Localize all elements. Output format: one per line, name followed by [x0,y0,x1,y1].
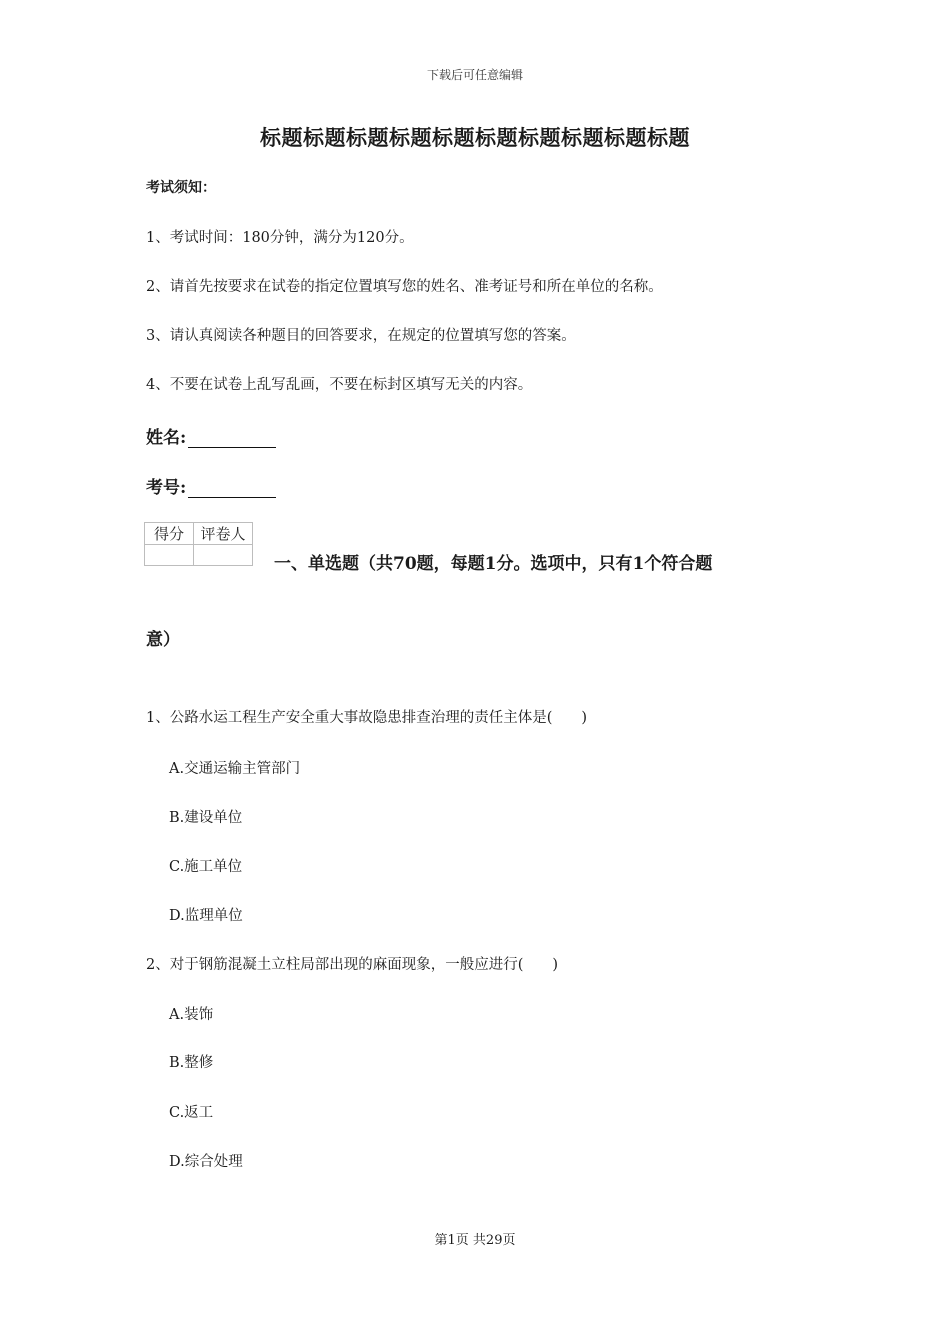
score-cell[interactable] [145,545,194,566]
exam-number-field [146,473,276,498]
notice-rule-3: 3、请认真阅读各种题目的回答要求，在规定的位置填写您的答案。 [146,328,576,344]
question-2-option-b[interactable]: B.整修 [169,1055,214,1071]
name-blank-line[interactable] [188,429,276,448]
question-1-option-b[interactable]: B.建设单位 [169,810,243,826]
name-label: 姓名: [146,428,187,448]
question-2: 2、对于钢筋混凝土立柱局部出现的麻面现象，一般应进行( ) [146,957,559,973]
question-1: 1、公路水运工程生产安全重大事故隐患排查治理的责任主体是( ) [146,710,588,726]
grader-header: 评卷人 [194,523,253,545]
document-title: 标题标题标题标题标题标题标题标题标题标题 [260,125,690,150]
section-heading: 一、单选题（共70题，每题1分。选项中，只有1个符合题 [274,554,713,574]
score-header: 得分 [145,523,194,545]
header-note: 下载后可任意编辑 [426,68,523,82]
page-footer: 第1页 共29页 [434,1233,516,1248]
name-field [146,423,276,448]
exam-notice-heading: 考试须知： [146,180,216,196]
notice-rule-4: 4、不要在试卷上乱写乱画，不要在标封区填写无关的内容。 [146,377,533,393]
question-1-option-d[interactable]: D.监理单位 [169,908,243,924]
question-1-option-a[interactable]: A.交通运输主管部门 [169,761,301,777]
exam-number-blank-line[interactable] [188,479,276,498]
notice-rule-2: 2、请首先按要求在试卷的指定位置填写您的姓名、准考证号和所在单位的名称。 [146,279,663,295]
grader-cell[interactable] [194,545,253,566]
question-2-option-d[interactable]: D.综合处理 [169,1154,243,1170]
score-table [144,522,253,566]
score-table-header-row [145,523,253,545]
score-table-entry-row [145,545,253,566]
exam-number-label: 考号: [146,478,187,498]
question-2-option-a[interactable]: A.装饰 [169,1007,214,1023]
question-2-option-c[interactable]: C.返工 [169,1105,214,1121]
section-heading-continued: 意） [146,630,180,650]
question-1-option-c[interactable]: C.施工单位 [169,859,243,875]
notice-rule-1: 1、考试时间：180分钟，满分为120分。 [146,230,414,246]
